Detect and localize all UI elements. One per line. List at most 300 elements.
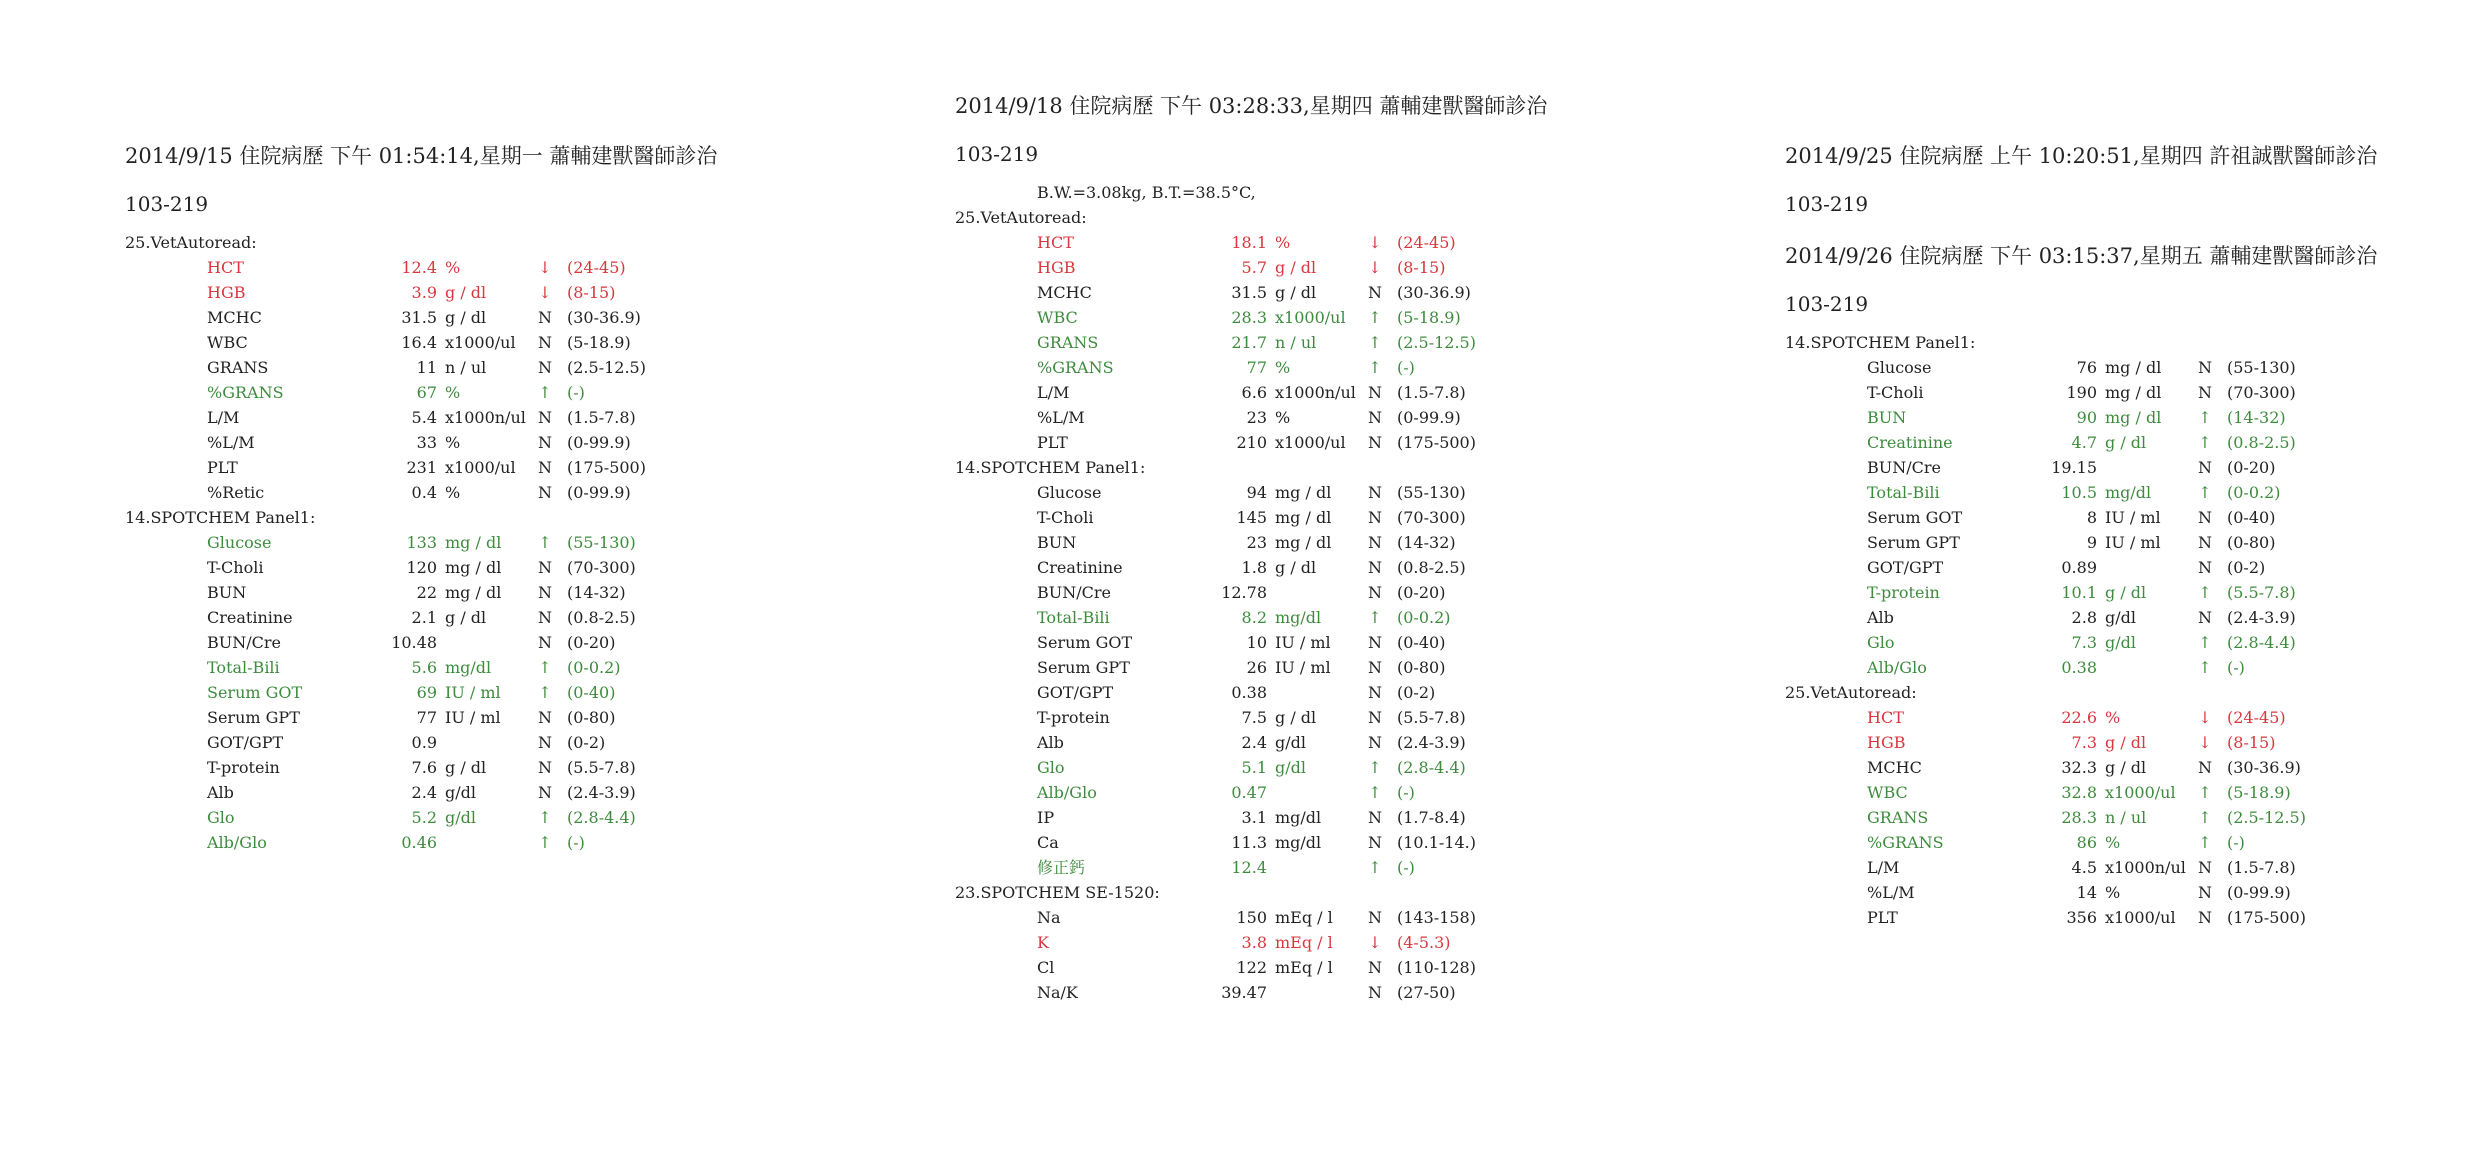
reference-range: (5.5-7.8) [567, 758, 636, 777]
reference-range: (0-99.9) [567, 433, 631, 452]
reference-range: (0-40) [567, 683, 616, 702]
test-name: GOT/GPT [207, 733, 284, 752]
test-unit: mg/dl [1275, 808, 1322, 827]
reference-range: (0-2) [567, 733, 606, 752]
result-row [125, 355, 885, 380]
result-row [955, 355, 1715, 380]
test-flag: N [2198, 508, 2212, 527]
test-flag: N [538, 308, 552, 327]
test-value: 12.4 [401, 258, 437, 277]
reference-range: (-) [2227, 658, 2245, 677]
test-value: 8 [2086, 508, 2097, 527]
test-flag: N [2198, 608, 2212, 627]
test-value: 3.9 [411, 283, 437, 302]
test-unit: x1000/ul [1275, 433, 1346, 452]
test-flag: N [538, 633, 552, 652]
test-flag: N [2198, 908, 2212, 927]
test-flag: N [538, 758, 552, 777]
test-flag: ↑ [2198, 833, 2212, 852]
test-flag: N [1368, 733, 1382, 752]
test-flag: N [1368, 708, 1382, 727]
test-name: T-protein [1037, 708, 1110, 727]
reference-range: (0-99.9) [567, 483, 631, 502]
reference-range: (0-99.9) [2227, 883, 2291, 902]
reference-range: (0-80) [567, 708, 616, 727]
result-row [125, 280, 885, 305]
test-flag: N [1368, 558, 1382, 577]
test-unit: mg/dl [1275, 608, 1322, 627]
result-row [125, 330, 885, 355]
case-id-second: 103-219 [1785, 292, 1869, 316]
result-row [955, 755, 1715, 780]
test-value: 6.6 [1241, 383, 1267, 402]
result-row [955, 305, 1715, 330]
result-row [955, 405, 1715, 430]
test-flag: ↑ [538, 658, 552, 677]
reference-range: (70-300) [567, 558, 636, 577]
test-value: 7.5 [1241, 708, 1267, 727]
test-flag: N [1368, 658, 1382, 677]
test-value: 150 [1236, 908, 1267, 927]
vitals-note: B.W.=3.08kg, B.T.=38.5°C, [1037, 183, 1256, 202]
test-flag: ↑ [2198, 583, 2212, 602]
result-row [1785, 430, 2479, 455]
result-row [125, 480, 885, 505]
test-flag: N [538, 433, 552, 452]
test-value: 32.8 [2061, 783, 2097, 802]
result-row [1785, 830, 2479, 855]
test-name: Cl [1037, 958, 1055, 977]
test-value: 0.4 [411, 483, 437, 502]
test-unit: mg / dl [1275, 483, 1332, 502]
test-name: Serum GPT [207, 708, 300, 727]
test-flag: ↑ [1368, 608, 1382, 627]
test-value: 76 [2076, 358, 2097, 377]
test-value: 33 [416, 433, 437, 452]
reference-range: (14-32) [567, 583, 626, 602]
test-name: GRANS [207, 358, 269, 377]
test-value: 12.78 [1221, 583, 1267, 602]
reference-range: (14-32) [1397, 533, 1456, 552]
test-unit: IU / ml [445, 683, 501, 702]
test-flag: N [538, 783, 552, 802]
lab-results [1785, 330, 2479, 930]
result-row [125, 430, 885, 455]
test-name: GRANS [1037, 333, 1099, 352]
test-unit: x1000n/ul [2105, 858, 2186, 877]
reference-range: (8-15) [2227, 733, 2276, 752]
test-flag: N [2198, 883, 2212, 902]
result-row [955, 330, 1715, 355]
test-flag: ↑ [1368, 358, 1382, 377]
result-row [955, 830, 1715, 855]
result-row [125, 655, 885, 680]
test-unit: mEq / l [1275, 933, 1333, 952]
test-unit: mg/dl [1275, 833, 1322, 852]
reference-range: (-) [1397, 858, 1415, 877]
test-value: 18.1 [1231, 233, 1267, 252]
result-row [955, 255, 1715, 280]
test-flag: ↑ [1368, 858, 1382, 877]
test-value: 0.89 [2061, 558, 2097, 577]
test-flag: ↑ [2198, 408, 2212, 427]
test-value: 11 [416, 358, 437, 377]
test-unit: n / ul [1275, 333, 1317, 352]
section-title: 25.VetAutoread: [1785, 683, 1917, 702]
test-value: 77 [416, 708, 437, 727]
reference-range: (1.5-7.8) [567, 408, 636, 427]
section-title: 14.SPOTCHEM Panel1: [1785, 333, 1976, 352]
test-value: 28.3 [1231, 308, 1267, 327]
reference-range: (1.5-7.8) [1397, 383, 1466, 402]
test-flag: ↑ [2198, 483, 2212, 502]
test-unit: IU / ml [1275, 633, 1331, 652]
test-flag: N [538, 583, 552, 602]
test-flag: N [2198, 558, 2212, 577]
test-flag: ↓ [1368, 933, 1382, 952]
test-name: WBC [207, 333, 248, 352]
test-unit: g / dl [2105, 758, 2147, 777]
test-unit: x1000/ul [445, 458, 516, 477]
result-row [955, 655, 1715, 680]
test-unit: mg / dl [2105, 383, 2162, 402]
test-value: 10 [1246, 633, 1267, 652]
reference-range: (2.4-3.9) [567, 783, 636, 802]
test-name: K [1037, 933, 1049, 952]
test-unit: mg / dl [2105, 358, 2162, 377]
test-value: 28.3 [2061, 808, 2097, 827]
test-flag: N [1368, 408, 1382, 427]
reference-range: (0-0.2) [2227, 483, 2281, 502]
test-unit: IU / ml [2105, 533, 2161, 552]
result-row [125, 830, 885, 855]
test-value: 7.6 [411, 758, 437, 777]
test-unit: mEq / l [1275, 908, 1333, 927]
test-flag: N [538, 608, 552, 627]
record-header: 2014/9/25 住院病歷 上午 10:20:51,星期四 許祖誠獸醫師診治 [1785, 144, 2378, 168]
reference-range: (8-15) [567, 283, 616, 302]
test-name: T-Choli [1867, 383, 1924, 402]
test-flag: ↑ [538, 683, 552, 702]
test-name: PLT [1867, 908, 1898, 927]
reference-range: (4-5.3) [1397, 933, 1451, 952]
reference-range: (0.8-2.5) [2227, 433, 2296, 452]
test-value: 31.5 [401, 308, 437, 327]
test-flag: ↑ [2198, 633, 2212, 652]
test-name: Glucose [207, 533, 272, 552]
case-id: 103-219 [1785, 192, 1869, 216]
test-name: HCT [1037, 233, 1074, 252]
test-unit: IU / ml [2105, 508, 2161, 527]
result-row [125, 380, 885, 405]
test-name: Glo [207, 808, 235, 827]
test-name: Serum GPT [1867, 533, 1960, 552]
test-name: BUN [207, 583, 247, 602]
test-flag: ↑ [2198, 433, 2212, 452]
test-name: Creatinine [1867, 433, 1953, 452]
test-flag: ↑ [1368, 333, 1382, 352]
test-value: 0.9 [411, 733, 437, 752]
result-row [1785, 755, 2479, 780]
test-value: 120 [406, 558, 437, 577]
reference-range: (0-2) [2227, 558, 2266, 577]
test-flag: ↑ [538, 383, 552, 402]
reference-range: (2.8-4.4) [567, 808, 636, 827]
test-flag: N [1368, 283, 1382, 302]
reference-range: (0-40) [1397, 633, 1446, 652]
test-value: 210 [1236, 433, 1267, 452]
test-unit: mg / dl [445, 533, 502, 552]
test-name: L/M [207, 408, 240, 427]
test-value: 2.1 [411, 608, 437, 627]
reference-range: (24-45) [2227, 708, 2286, 727]
test-flag: ↑ [538, 833, 552, 852]
test-value: 145 [1236, 508, 1267, 527]
test-name: GRANS [1867, 808, 1929, 827]
test-unit: x1000n/ul [1275, 383, 1356, 402]
result-row [955, 855, 1715, 880]
test-flag: ↑ [1368, 783, 1382, 802]
test-value: 16.4 [401, 333, 437, 352]
test-unit: g / dl [445, 758, 487, 777]
reference-range: (8-15) [1397, 258, 1446, 277]
test-flag: ↓ [2198, 708, 2212, 727]
reference-range: (24-45) [1397, 233, 1456, 252]
result-row [1785, 530, 2479, 555]
result-row [125, 755, 885, 780]
result-row [1785, 855, 2479, 880]
test-name: %L/M [1037, 408, 1085, 427]
reference-range: (27-50) [1397, 983, 1456, 1002]
test-value: 5.4 [411, 408, 437, 427]
test-value: 4.7 [2071, 433, 2097, 452]
record-header: 2014/9/18 住院病歷 下午 03:28:33,星期四 蕭輔建獸醫師診治 [955, 94, 1548, 118]
test-value: 26 [1246, 658, 1267, 677]
result-row [1785, 655, 2479, 680]
test-unit: % [2105, 833, 2121, 852]
test-unit: % [2105, 883, 2121, 902]
result-row [1785, 905, 2479, 930]
test-flag: ↑ [1368, 758, 1382, 777]
test-name: T-Choli [1037, 508, 1094, 527]
reference-range: (10.1-14.) [1397, 833, 1476, 852]
test-unit: g / dl [445, 283, 487, 302]
test-name: L/M [1867, 858, 1900, 877]
record-header: 2014/9/15 住院病歷 下午 01:54:14,星期一 蕭輔建獸醫師診治 [125, 144, 718, 168]
result-row [1785, 780, 2479, 805]
test-value: 10.48 [391, 633, 437, 652]
test-unit: g/dl [2105, 608, 2136, 627]
test-name: BUN/Cre [207, 633, 281, 652]
result-row [1785, 505, 2479, 530]
reference-range: (0-80) [2227, 533, 2276, 552]
result-row [955, 505, 1715, 530]
test-unit: g/dl [445, 783, 476, 802]
lab-results [125, 230, 885, 855]
test-name: %GRANS [207, 383, 284, 402]
test-flag: ↑ [2198, 808, 2212, 827]
test-unit: x1000/ul [1275, 308, 1346, 327]
reference-range: (0-20) [567, 633, 616, 652]
test-value: 94 [1246, 483, 1267, 502]
test-flag: ↓ [1368, 233, 1382, 252]
test-flag: N [538, 733, 552, 752]
test-name: Total-Bili [207, 658, 280, 677]
test-value: 67 [416, 383, 437, 402]
test-flag: N [538, 358, 552, 377]
reference-range: (0-0.2) [1397, 608, 1451, 627]
test-value: 7.3 [2071, 733, 2097, 752]
reference-range: (55-130) [1397, 483, 1466, 502]
test-name: HCT [1867, 708, 1904, 727]
reference-range: (110-128) [1397, 958, 1476, 977]
test-name: Na/K [1037, 983, 1078, 1002]
test-name: %GRANS [1867, 833, 1944, 852]
test-value: 10.1 [2061, 583, 2097, 602]
test-name: HGB [1037, 258, 1076, 277]
result-row [125, 680, 885, 705]
test-unit: g/dl [2105, 633, 2136, 652]
test-name: Alb/Glo [207, 833, 267, 852]
reference-range: (-) [567, 833, 585, 852]
test-name: %L/M [207, 433, 255, 452]
test-value: 133 [406, 533, 437, 552]
test-value: 22 [416, 583, 437, 602]
result-row [955, 780, 1715, 805]
result-row [955, 630, 1715, 655]
test-name: Serum GPT [1037, 658, 1130, 677]
test-flag: N [2198, 458, 2212, 477]
result-row [955, 905, 1715, 930]
test-flag: N [1368, 958, 1382, 977]
result-row [1785, 730, 2479, 755]
reference-range: (70-300) [1397, 508, 1466, 527]
result-row [125, 705, 885, 730]
result-row [1785, 805, 2479, 830]
test-flag: N [1368, 908, 1382, 927]
test-name: Ca [1037, 833, 1059, 852]
test-unit: % [445, 433, 461, 452]
reference-range: (5-18.9) [2227, 783, 2291, 802]
result-row [125, 405, 885, 430]
result-row [125, 255, 885, 280]
test-name: HGB [207, 283, 246, 302]
reference-range: (0-80) [1397, 658, 1446, 677]
test-flag: N [1368, 483, 1382, 502]
result-row [1785, 480, 2479, 505]
result-row [955, 230, 1715, 255]
test-name: BUN/Cre [1037, 583, 1111, 602]
case-id: 103-219 [125, 192, 209, 216]
test-name: Creatinine [1037, 558, 1123, 577]
test-value: 9 [2086, 533, 2097, 552]
test-value: 5.2 [411, 808, 437, 827]
test-unit: mEq / l [1275, 958, 1333, 977]
test-name: GOT/GPT [1867, 558, 1944, 577]
test-unit: % [1275, 358, 1291, 377]
test-unit: g / dl [1275, 283, 1317, 302]
test-value: 19.15 [2051, 458, 2097, 477]
test-name: BUN [1037, 533, 1077, 552]
test-flag: N [538, 458, 552, 477]
test-name: BUN/Cre [1867, 458, 1941, 477]
result-row [955, 480, 1715, 505]
test-unit: % [2105, 708, 2121, 727]
test-unit: % [1275, 233, 1291, 252]
section-title: 14.SPOTCHEM Panel1: [125, 508, 316, 527]
test-name: Total-Bili [1867, 483, 1940, 502]
result-row [1785, 605, 2479, 630]
test-name: Total-Bili [1037, 608, 1110, 627]
test-unit: mg/dl [445, 658, 492, 677]
result-row [125, 455, 885, 480]
test-flag: N [1368, 433, 1382, 452]
reference-range: (0-40) [2227, 508, 2276, 527]
test-name: T-protein [207, 758, 280, 777]
test-name: L/M [1037, 383, 1070, 402]
test-name: Serum GOT [1867, 508, 1963, 527]
test-flag: ↑ [538, 533, 552, 552]
test-flag: ↑ [2198, 783, 2212, 802]
reference-range: (0-20) [2227, 458, 2276, 477]
test-flag: ↑ [1368, 308, 1382, 327]
test-name: T-Choli [207, 558, 264, 577]
test-flag: ↑ [538, 808, 552, 827]
test-name: Glo [1867, 633, 1895, 652]
reference-range: (55-130) [2227, 358, 2296, 377]
result-row [955, 805, 1715, 830]
test-flag: N [2198, 358, 2212, 377]
reference-range: (175-500) [1397, 433, 1476, 452]
reference-range: (2.8-4.4) [2227, 633, 2296, 652]
test-unit: g/dl [445, 808, 476, 827]
result-row [955, 980, 1715, 1005]
result-row [955, 280, 1715, 305]
reference-range: (2.5-12.5) [2227, 808, 2306, 827]
test-unit: x1000/ul [2105, 783, 2176, 802]
test-flag: N [2198, 858, 2212, 877]
test-name: Serum GOT [1037, 633, 1133, 652]
test-flag: N [538, 483, 552, 502]
test-value: 86 [2076, 833, 2097, 852]
case-id: 103-219 [955, 142, 1039, 166]
test-flag: ↓ [1368, 258, 1382, 277]
test-value: 23 [1246, 533, 1267, 552]
test-unit: mg / dl [445, 583, 502, 602]
test-name: %L/M [1867, 883, 1915, 902]
test-name: HGB [1867, 733, 1906, 752]
result-row [955, 380, 1715, 405]
test-name: 修正鈣 [1037, 858, 1086, 877]
test-value: 7.3 [2071, 633, 2097, 652]
test-unit: g/dl [1275, 758, 1306, 777]
result-row [1785, 380, 2479, 405]
result-row [955, 930, 1715, 955]
test-unit: % [1275, 408, 1291, 427]
result-row [955, 730, 1715, 755]
test-unit: x1000n/ul [445, 408, 526, 427]
test-name: MCHC [207, 308, 262, 327]
test-unit: g / dl [445, 608, 487, 627]
test-name: Alb/Glo [1037, 783, 1097, 802]
result-row [125, 730, 885, 755]
test-flag: N [538, 558, 552, 577]
result-row [955, 430, 1715, 455]
test-value: 23 [1246, 408, 1267, 427]
result-row [125, 580, 885, 605]
test-unit: % [445, 383, 461, 402]
test-unit: % [445, 258, 461, 277]
